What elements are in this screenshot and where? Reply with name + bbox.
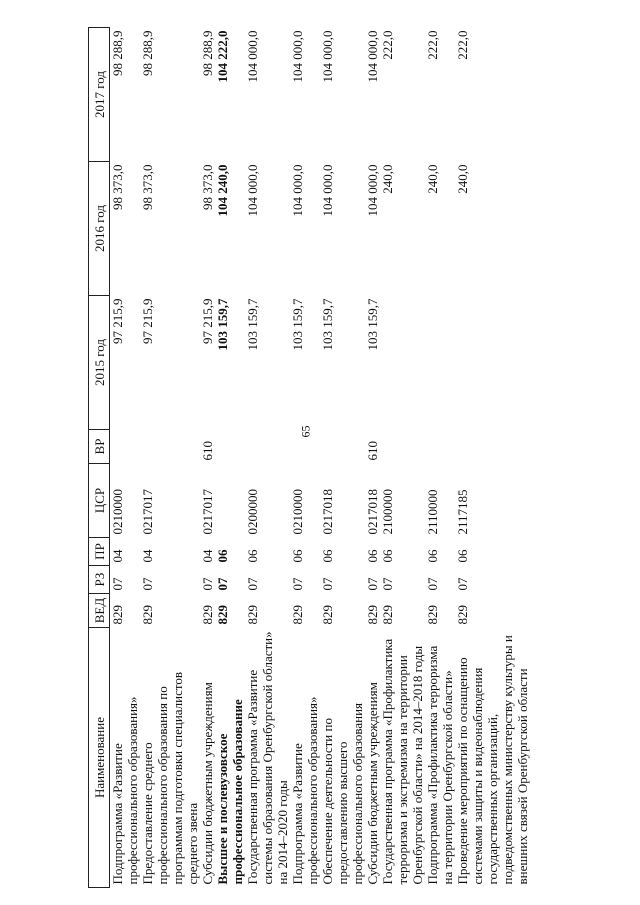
row-2017: 104 000,0 bbox=[290, 30, 305, 83]
row-ved: 829 bbox=[365, 605, 380, 625]
row-csr: 2110000 bbox=[425, 489, 440, 535]
row-rz: 07 bbox=[140, 577, 155, 591]
row-2017: 98 288,9 bbox=[140, 30, 155, 76]
row-csr: 2100000 bbox=[380, 489, 395, 535]
row-2017: 104 000,0 bbox=[245, 30, 260, 83]
row-ved: 829 bbox=[110, 605, 125, 625]
row-2017: 104 222,0 bbox=[215, 30, 230, 83]
row-2015: 103 159,7 bbox=[215, 298, 230, 351]
row-2015 bbox=[455, 296, 530, 430]
row-2016: 104 240,0 bbox=[215, 164, 230, 217]
row-csr: 0210000 bbox=[290, 489, 305, 535]
row-vr bbox=[425, 430, 455, 464]
row-2016: 104 000,0 bbox=[245, 164, 260, 217]
table-row bbox=[455, 28, 530, 888]
row-rz: 07 bbox=[215, 577, 230, 591]
row-ved: 829 bbox=[200, 605, 215, 625]
header-vr: ВР bbox=[89, 430, 110, 464]
header-name: Наименование bbox=[89, 628, 110, 888]
row-vr bbox=[215, 430, 245, 464]
row-pr: 04 bbox=[200, 549, 215, 563]
row-name: Субсидии бюджетным учреждениям bbox=[200, 682, 215, 885]
row-2017: 104 000,0 bbox=[320, 30, 335, 83]
row-2016: 98 373,0 bbox=[140, 164, 155, 210]
row-csr: 0217018 bbox=[365, 489, 380, 535]
row-pr: 06 bbox=[290, 549, 305, 563]
row-rz: 07 bbox=[425, 577, 440, 591]
table-row bbox=[320, 28, 365, 888]
row-2015: 103 159,7 bbox=[290, 298, 305, 351]
row-2017: 222,0 bbox=[380, 30, 395, 60]
row-name: Обеспечение деятельности по предоставлению высшего профессионального образования bbox=[320, 702, 365, 885]
row-2016: 104 000,0 bbox=[365, 164, 380, 217]
row-pr: 04 bbox=[110, 549, 125, 563]
row-2016: 240,0 bbox=[425, 164, 440, 194]
row-pr: 06 bbox=[245, 549, 260, 563]
row-rz: 07 bbox=[365, 577, 380, 591]
row-ved: 829 bbox=[215, 605, 230, 625]
row-2016: 98 373,0 bbox=[110, 164, 125, 210]
row-ved: 829 bbox=[425, 605, 440, 625]
row-rz: 07 bbox=[455, 577, 470, 591]
row-2016: 104 000,0 bbox=[290, 164, 305, 217]
row-2017: 222,0 bbox=[425, 30, 440, 60]
row-vr bbox=[290, 430, 320, 464]
table-row bbox=[365, 28, 380, 888]
row-2015: 103 159,7 bbox=[320, 298, 335, 351]
row-vr: 610 bbox=[200, 441, 215, 461]
table-row bbox=[215, 28, 245, 888]
row-ved: 829 bbox=[380, 605, 395, 625]
table-row bbox=[200, 28, 215, 888]
header-2015: 2015 год bbox=[89, 296, 110, 430]
row-csr: 0200000 bbox=[245, 489, 260, 535]
row-ved: 829 bbox=[245, 605, 260, 625]
row-pr: 06 bbox=[365, 549, 380, 563]
header-row bbox=[89, 28, 110, 888]
row-name: Предоставление среднего профессионального образования по программам подготовки специалистов среднего звена bbox=[140, 671, 200, 885]
row-2015: 97 215,9 bbox=[200, 298, 215, 344]
header-pr: ПР bbox=[89, 538, 110, 566]
row-2017: 98 288,9 bbox=[110, 30, 125, 76]
table-row bbox=[245, 28, 290, 888]
row-name: Государственная программа «Развитие системы образования Оренбургской области» на 2014–2020 годы bbox=[245, 631, 290, 885]
row-vr: 610 bbox=[365, 441, 380, 461]
header-csr: ЦСР bbox=[89, 464, 110, 538]
table-row bbox=[290, 28, 320, 888]
row-2017: 98 288,9 bbox=[200, 30, 215, 76]
table-row bbox=[140, 28, 200, 888]
row-vr bbox=[245, 430, 290, 464]
row-vr bbox=[380, 430, 425, 464]
budget-table bbox=[88, 28, 608, 888]
row-pr: 04 bbox=[140, 549, 155, 563]
row-2015: 103 159,7 bbox=[245, 298, 260, 351]
row-name: Высшее и послевузовское профессиональное образование bbox=[215, 699, 245, 885]
row-2015: 103 159,7 bbox=[365, 298, 380, 351]
row-vr bbox=[320, 430, 365, 464]
header-2016: 2016 год bbox=[89, 162, 110, 296]
row-name: Подпрограмма «Профилактика терроризма на территории Оренбургской области» bbox=[425, 645, 455, 885]
row-2016: 104 000,0 bbox=[320, 164, 335, 217]
row-vr bbox=[140, 430, 200, 464]
header-ved: ВЕД bbox=[89, 594, 110, 628]
row-pr: 06 bbox=[425, 549, 440, 563]
table-row bbox=[425, 28, 455, 888]
row-csr: 0217017 bbox=[140, 489, 155, 535]
row-csr bbox=[215, 464, 245, 538]
table-body bbox=[110, 28, 531, 888]
row-ved: 829 bbox=[290, 605, 305, 625]
table-row bbox=[380, 28, 425, 888]
row-ved: 829 bbox=[320, 605, 335, 625]
row-2017: 222,0 bbox=[455, 30, 470, 60]
row-2015 bbox=[380, 296, 425, 430]
row-ved: 829 bbox=[455, 605, 470, 625]
row-rz: 07 bbox=[200, 577, 215, 591]
row-vr bbox=[110, 430, 141, 464]
header-rz: РЗ bbox=[89, 566, 110, 594]
header-2017: 2017 год bbox=[89, 28, 110, 162]
row-name: Подпрограмма «Развитие профессионального образования» bbox=[110, 696, 140, 885]
row-rz: 07 bbox=[245, 577, 260, 591]
row-rz: 07 bbox=[380, 577, 395, 591]
row-name: Подпрограмма «Развитие профессионального образования» bbox=[290, 696, 320, 885]
row-2015 bbox=[425, 296, 455, 430]
row-2016: 240,0 bbox=[455, 164, 470, 194]
row-2016: 240,0 bbox=[380, 164, 395, 194]
row-csr: 0217018 bbox=[320, 489, 335, 535]
row-pr: 06 bbox=[215, 549, 230, 563]
row-pr: 06 bbox=[455, 549, 470, 563]
row-2015: 97 215,9 bbox=[110, 298, 125, 344]
row-name: Проведение мероприятий по оснащению системами защиты и видеонаблюдения государственных организаций, подведомственных министерству культуры и внешних связей Оренбургской области bbox=[455, 635, 530, 885]
row-pr: 06 bbox=[320, 549, 335, 563]
rotated-sheet bbox=[88, 28, 608, 888]
page-number: 65 bbox=[298, 425, 313, 438]
table-row bbox=[110, 28, 141, 888]
row-rz: 07 bbox=[110, 577, 125, 591]
row-2015: 97 215,9 bbox=[140, 298, 155, 344]
row-ved: 829 bbox=[140, 605, 155, 625]
row-csr: 0217017 bbox=[200, 489, 215, 535]
row-csr: 2117185 bbox=[455, 489, 470, 535]
row-vr bbox=[455, 430, 530, 464]
row-csr: 0210000 bbox=[110, 489, 125, 535]
row-rz: 07 bbox=[290, 577, 305, 591]
row-name: Государственная программа «Профилактика терроризма и экстремизма на территории Оренбургской области» на 2014–2018 годы bbox=[380, 638, 425, 885]
row-name: Субсидии бюджетным учреждениям bbox=[365, 682, 380, 885]
row-rz: 07 bbox=[320, 577, 335, 591]
row-2016: 98 373,0 bbox=[200, 164, 215, 210]
row-pr: 06 bbox=[380, 549, 395, 563]
row-2017: 104 000,0 bbox=[365, 30, 380, 83]
